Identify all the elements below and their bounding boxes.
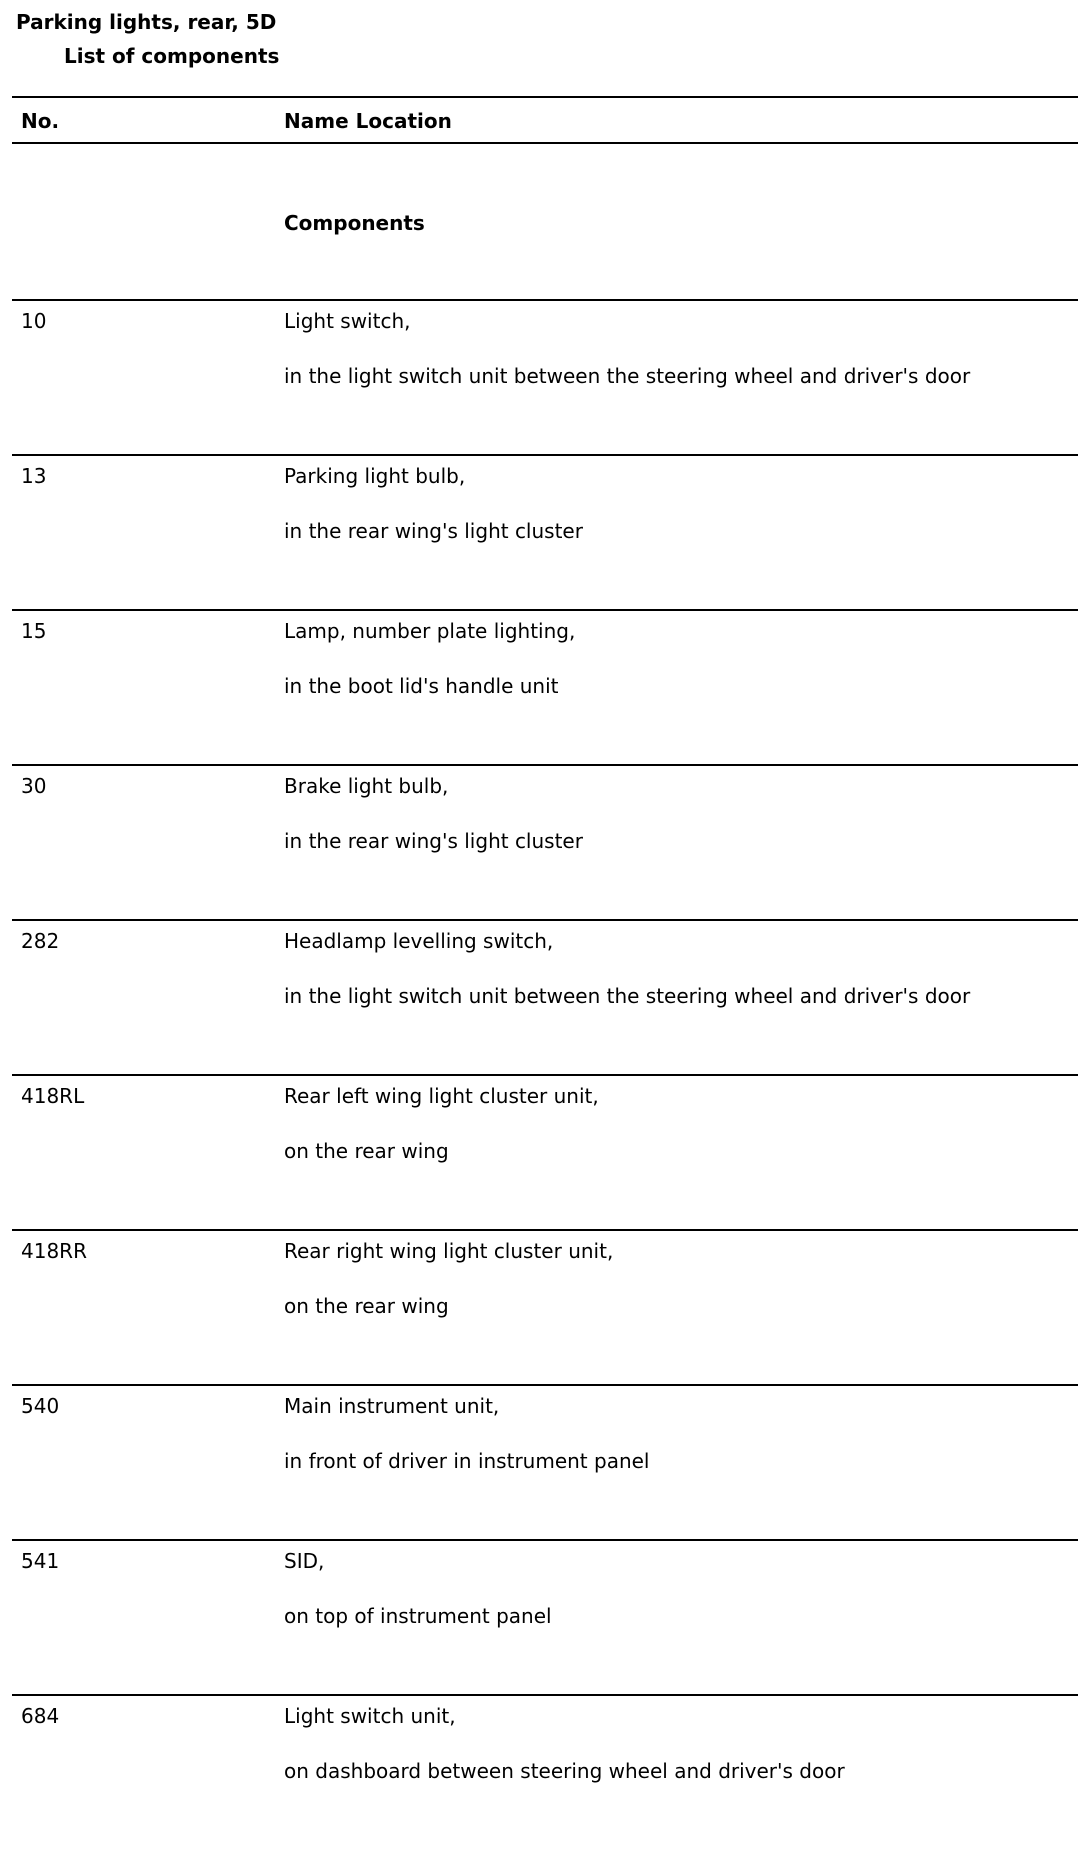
component-number: 282 [21,929,60,953]
component-number: 418RR [21,1239,87,1263]
row-divider [12,609,1078,611]
component-location: in the rear wing's light cluster [284,829,583,853]
table-row [12,1229,1078,1384]
component-location: in front of driver in instrument panel [284,1449,650,1473]
component-location: on dashboard between steering wheel and driver's door [284,1759,845,1783]
component-name: Rear right wing light cluster unit, [284,1239,614,1263]
row-divider [12,1074,1078,1076]
table-row [12,764,1078,919]
component-location: in the light switch unit between the steering wheel and driver's door [284,984,971,1008]
table-row [12,299,1078,454]
row-divider [12,1539,1078,1541]
component-name: Brake light bulb, [284,774,449,798]
document-subtitle: List of components [64,44,280,68]
component-number: 418RL [21,1084,85,1108]
component-name: Rear left wing light cluster unit, [284,1084,599,1108]
component-name: Headlamp levelling switch, [284,929,554,953]
table-row [12,1074,1078,1229]
table-row [12,919,1078,1074]
component-number: 10 [21,309,47,333]
table-row [12,454,1078,609]
document-title: Parking lights, rear, 5D [16,10,277,34]
column-header-name-location: Name Location [284,109,452,133]
section-label-components: Components [284,211,425,235]
component-name: SID, [284,1549,325,1573]
component-location: on the rear wing [284,1294,449,1318]
component-name: Lamp, number plate lighting, [284,619,576,643]
row-divider [12,1229,1078,1231]
row-divider [12,454,1078,456]
component-location: on the rear wing [284,1139,449,1163]
table-row [12,1384,1078,1539]
component-name: Light switch unit, [284,1704,456,1728]
table-row [12,1539,1078,1694]
component-number: 15 [21,619,47,643]
column-header-no: No. [21,109,60,133]
header-bottom-rule [12,142,1078,144]
table-row [12,609,1078,764]
row-divider [12,299,1078,301]
component-name: Main instrument unit, [284,1394,500,1418]
row-divider [12,1694,1078,1696]
row-divider [12,1384,1078,1386]
component-number: 13 [21,464,47,488]
component-number: 30 [21,774,47,798]
component-location: in the light switch unit between the steering wheel and driver's door [284,364,971,388]
header-top-rule [12,96,1078,98]
component-location: on top of instrument panel [284,1604,552,1628]
component-number: 684 [21,1704,60,1728]
component-name: Parking light bulb, [284,464,466,488]
component-number: 540 [21,1394,60,1418]
component-number: 541 [21,1549,60,1573]
row-divider [12,764,1078,766]
component-location: in the boot lid's handle unit [284,674,559,698]
component-location: in the rear wing's light cluster [284,519,583,543]
component-name: Light switch, [284,309,411,333]
table-row [12,1694,1078,1849]
row-divider [12,919,1078,921]
